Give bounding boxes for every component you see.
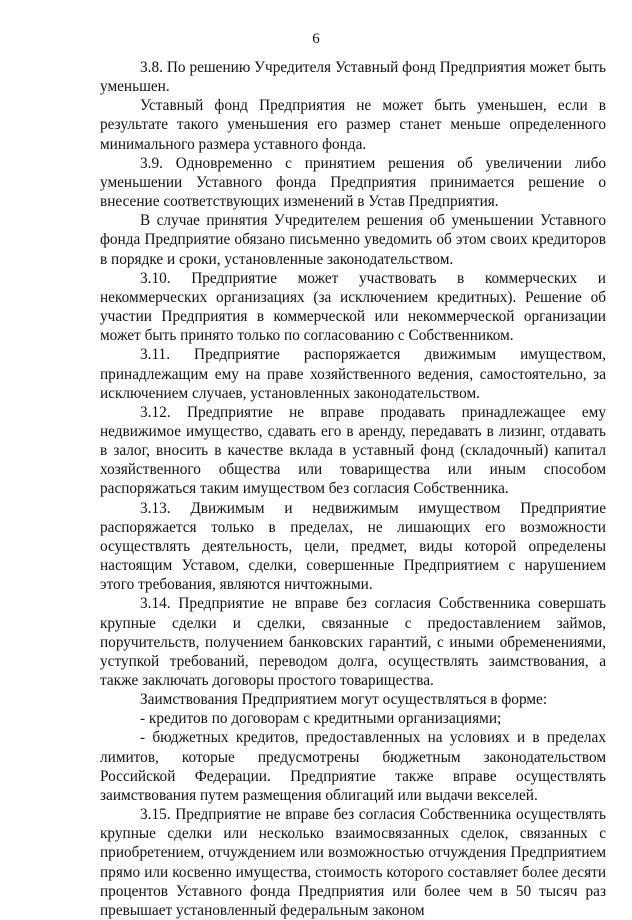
paragraph-3-10: 3.10. Предприятие может участвовать в коммерческих и некоммерческих организациях (за исключением кредитных). Решение об участии Предприятия в коммерческой или некоммерческой организации может быть принято только по согласованию с Собственником. — [100, 269, 606, 345]
paragraph-3-12: 3.12. Предприятие не вправе продавать принадлежащее ему недвижимое имущество, сдавать его в аренду, передавать в лизинг, отдавать в залог, вносить в качестве вклада в уставный фонд (складочный) капитал хозяйственного общества или товарищества или иным способом распоряжаться таким имуществом без согласия Собственника. — [100, 403, 606, 498]
list-item-budget-loans: - бюджетных кредитов, предоставленных на условиях и в пределах лимитов, которые предусмотрены бюджетным законодательством Российской Федерации. Предприятие также вправе осуществлять заимствования путем размещения облигаций или выдачи векселей. — [100, 729, 606, 804]
paragraph-3-9-cont: В случае принятия Учредителем решения об уменьшении Уставного фонда Предприятие обязано письменно уведомить об этом своих кредиторов в порядке и сроки, установленные законодательством. — [100, 212, 606, 268]
paragraph-3-9: 3.9. Одновременно с принятием решения об увеличении либо уменьшении Уставного фонда Предприятия принимается решение о внесение соответствующих изменений в Устав Предприятия. — [100, 154, 606, 211]
paragraph-borrowing-forms: Заимствования Предприятием могут осуществляться в форме: — [140, 691, 548, 709]
page-number: 6 — [312, 31, 320, 47]
paragraph-3-8: 3.8. По решению Учредителя Уставный фонд Предприятия может быть уменьшен. — [100, 59, 606, 96]
paragraph-3-15: 3.15. Предприятие не вправе без согласия Собственника осуществлять крупные сделки или несколько взаимосвязанных сделок, связанных с приобретением, отчуждением или возможностью отчуждения Предприятием прямо или косвенно имущества, стоимость которого составляет более десяти процентов Уставного фонда Предприятия или более чем в 50 тысяч раз превышает установленный федеральным законом — [100, 806, 606, 919]
document-text — [100, 58, 606, 920]
paragraph-3-13: 3.13. Движимым и недвижимым имуществом Предприятие распоряжается только в пределах, не лишающих его возможности осуществлять деятельность, цели, предмет, виды которой определены настоящим Уставом, сделки, совершенные Предприятием с нарушением этого требования, являются ничтожными. — [100, 499, 606, 594]
paragraph-3-14: 3.14. Предприятие не вправе без согласия Собственника совершать крупные сделки и сделки, связанные с предоставлением займов, поручительств, получением банковских гарантий, с иными обременениями, уступкой требований, переводом долга, осуществлять заимствования, а также заключать договоры простого товарищества. — [100, 595, 606, 689]
list-item-credit-loans: - кредитов по договорам с кредитными организациями; — [140, 710, 502, 728]
paragraph-3-11: 3.11. Предприятие распоряжается движимым имуществом, принадлежащим ему на праве хозяйственного ведения, самостоятельно, за исключением случаев, установленных законодательством. — [100, 346, 606, 402]
paragraph-3-8-cont: Уставный фонд Предприятия не может быть уменьшен, если в результате такого уменьшения его размер станет меньше определенного минимального размера уставного фонда. — [100, 97, 606, 153]
